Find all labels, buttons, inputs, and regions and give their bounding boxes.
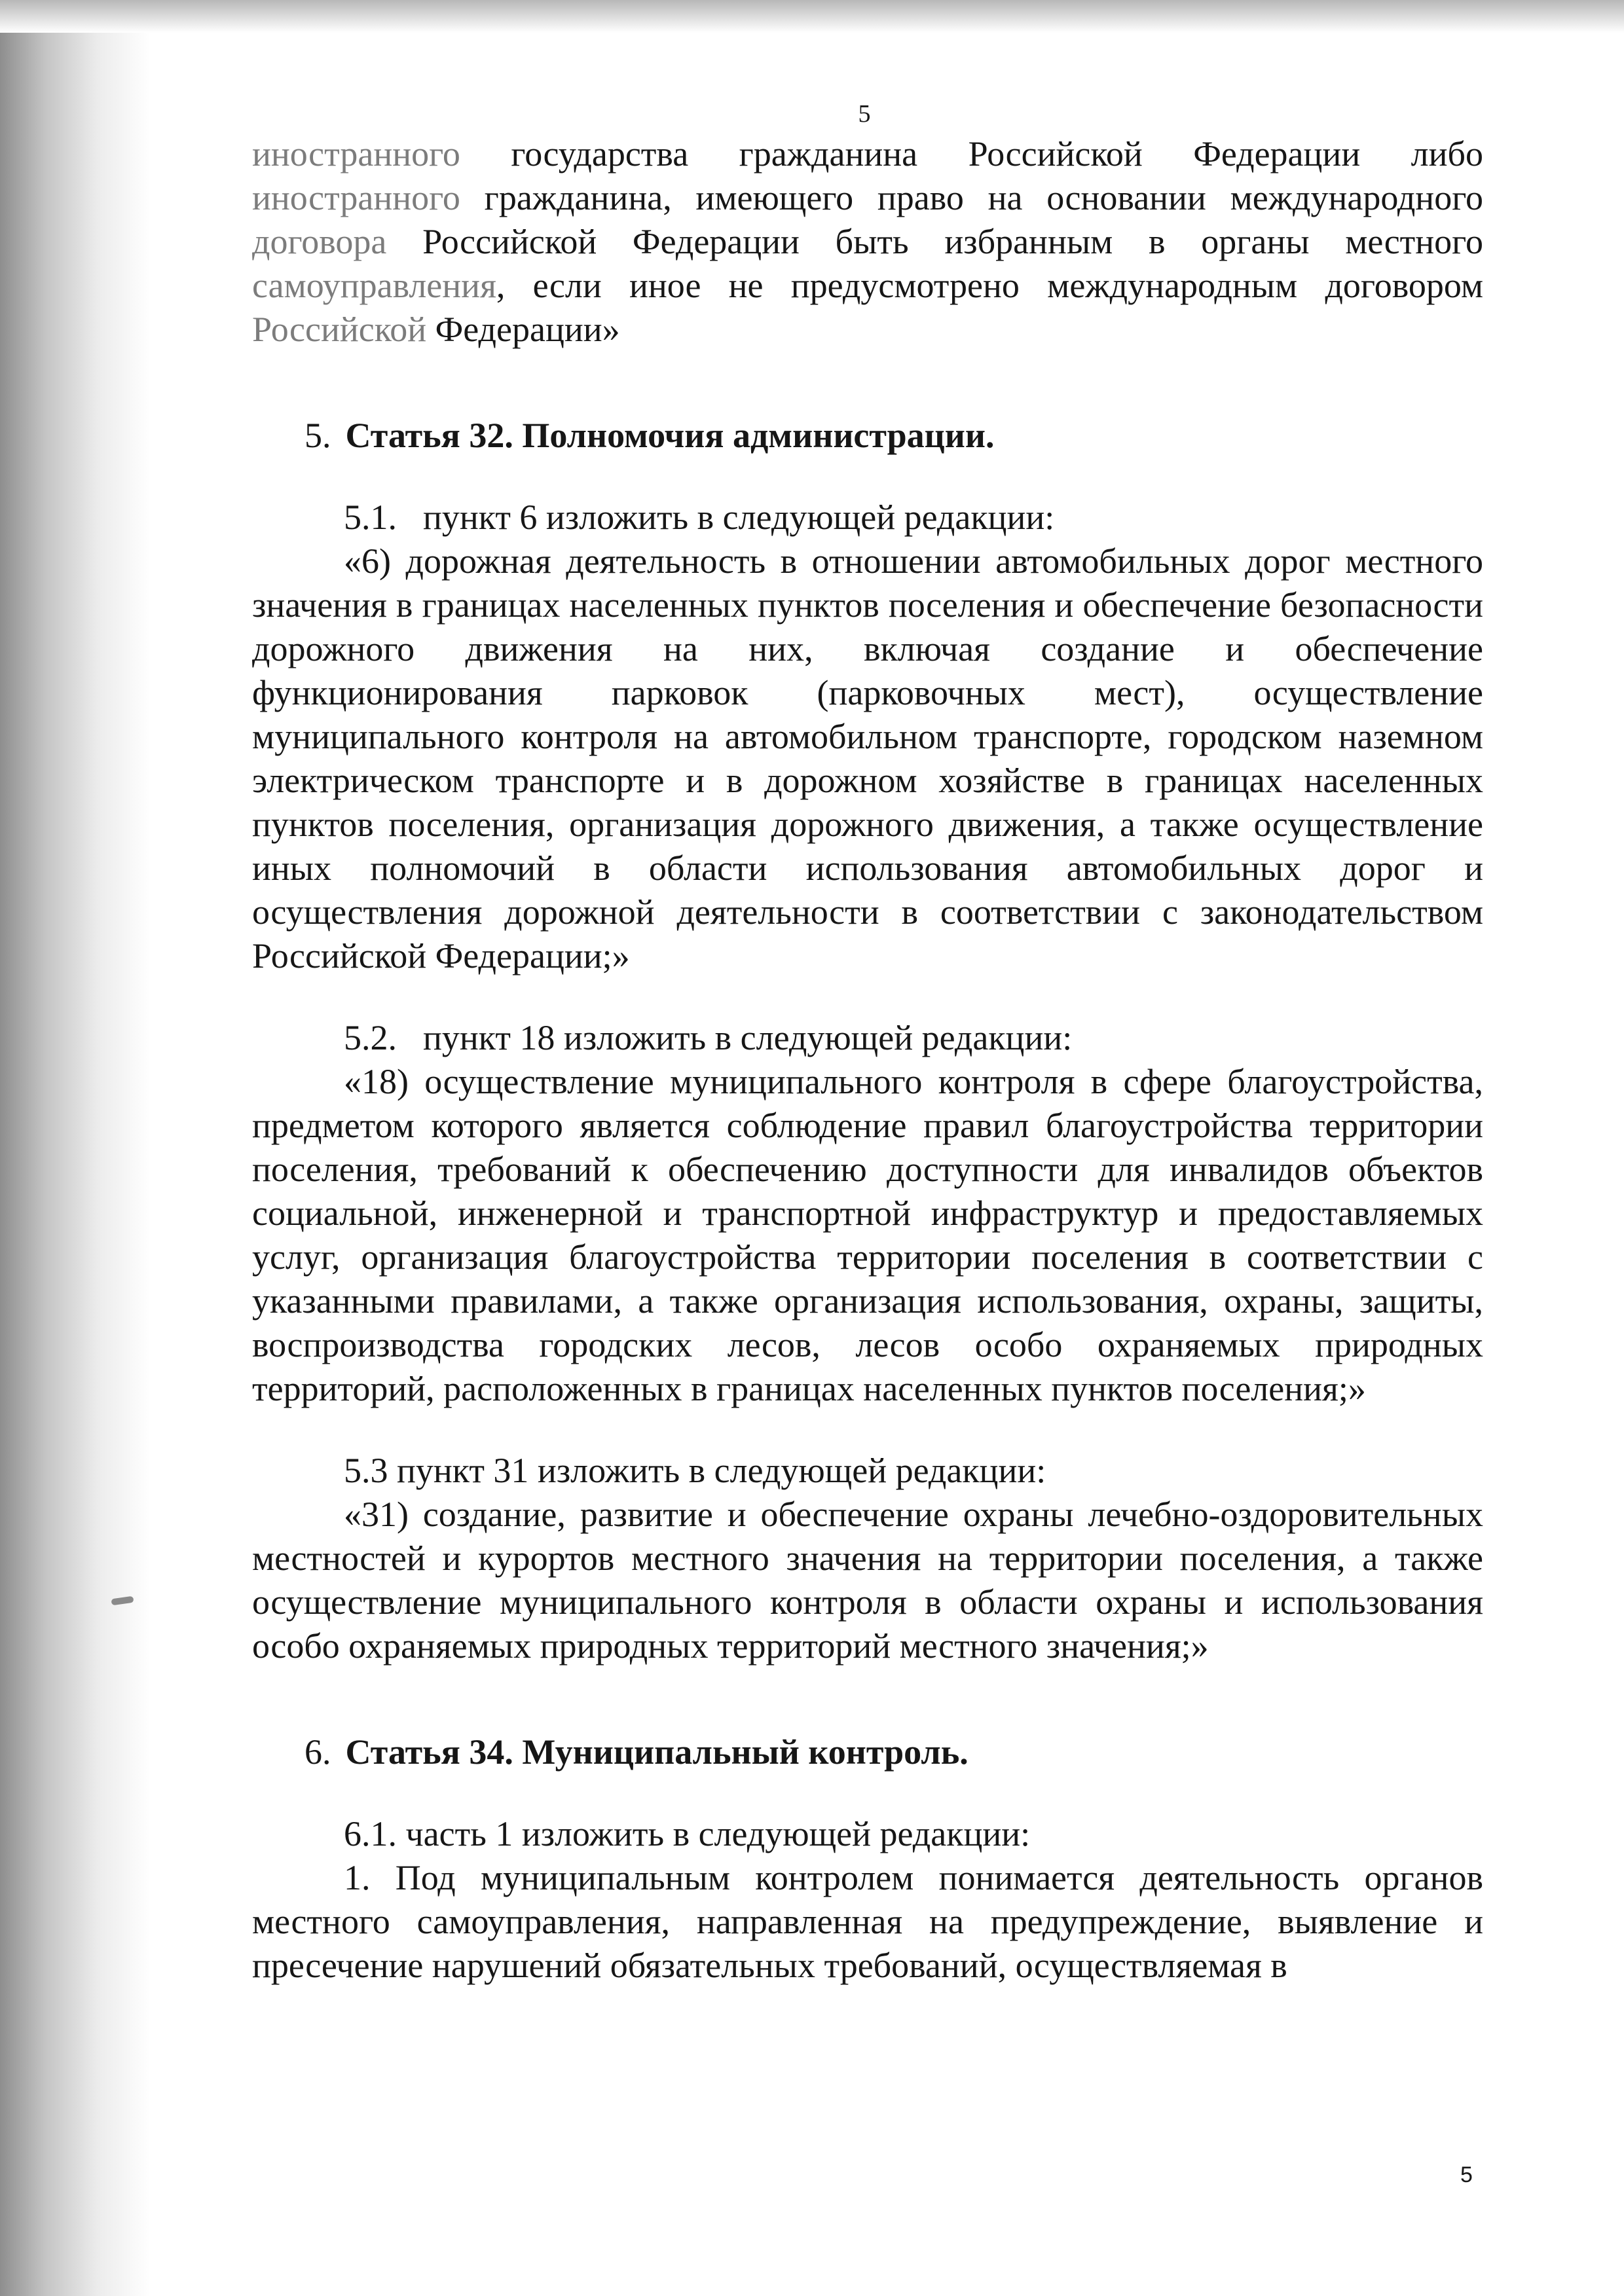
scan-top-shadow [0, 0, 1624, 33]
faded-word: Российской [252, 310, 427, 349]
faded-word: договора [252, 222, 387, 261]
subsection-5-1-heading: 5.1. пункт 6 изложить в следующей редакции: [344, 498, 1055, 537]
document-body [252, 132, 1483, 1988]
intro-paragraph: иностранного государства гражданина Российской Федерации либо иностранного гражданина, имеющего право на основании международного договора Российской Федерации быть избранным в органы местного самоуправления, если иное не предусмотрено международным договором Российской Федерации» [252, 134, 1483, 349]
subsection-5-1-text: «6) дорожная деятельность в отношении автомобильных дорог местного значения в границах населенных пунктов поселения и обеспечение безопасности дорожного движения на них, включая создание и обеспечение функционирования парковок (парковочных мест), осуществление муниципального контроля на автомобильном транспорте, городском наземном электрическом транспорте и в дорожном хозяйстве в границах населенных пунктов поселения, организация дорожного движения, а также осуществление иных полномочий в области использования автомобильных дорог и осуществления дорожной деятельности в соответствии с законодательством Российской Федерации;» [252, 541, 1483, 975]
subsection-5-2-heading: 5.2. пункт 18 изложить в следующей редакции: [344, 1018, 1073, 1057]
page-number-top: 5 [858, 100, 871, 128]
section-6-number: 6. [304, 1732, 331, 1772]
section-6-heading [304, 1730, 1483, 1774]
subsection-6-1-text: 1. Под муниципальным контролем понимается деятельность органов местного самоуправления, направленная на предупреждение, выявление и пресечение нарушений обязательных требований, осуществляемая в [252, 1858, 1483, 1985]
section-5-heading [304, 414, 1483, 458]
subsection-5-3-text: «31) создание, развитие и обеспечение охраны лечебно-оздоровительных местностей и курортов местного значения на территории поселения, а также осуществление муниципального контроля в области охраны и использования особо охраняемых природных территорий местного значения;» [252, 1495, 1483, 1666]
faded-word: иностранного [252, 134, 460, 173]
subsection-5-2-text: «18) осуществление муниципального контроля в сфере благоустройства, предметом которого является соблюдение правил благоустройства территории поселения, требований к обеспечению доступности для инвалидов объектов социальной, инженерной и транспортной инфраструктур и предоставляемых услуг, организация благоустройства территории поселения в соответствии с указанными правилами, а также организация использования, охраны, защиты, воспроизводства городских лесов, лесов особо охраняемых природных территорий, расположенных в границах населенных пунктов поселения;» [252, 1062, 1483, 1408]
page-number-bottom: 5 [1460, 2162, 1473, 2187]
section-5-number: 5. [304, 416, 331, 455]
faded-word: самоуправления [252, 266, 496, 305]
section-6-title: Статья 34. Муниципальный контроль. [345, 1732, 969, 1772]
section-5-title: Статья 32. Полномочия администрации. [345, 416, 995, 455]
faded-word: иностранного [252, 178, 460, 217]
scan-edge-shadow [0, 0, 151, 2296]
subsection-5-3-heading: 5.3 пункт 31 изложить в следующей редакции: [344, 1451, 1046, 1490]
subsection-6-1-heading: 6.1. часть 1 изложить в следующей редакции: [344, 1814, 1031, 1853]
